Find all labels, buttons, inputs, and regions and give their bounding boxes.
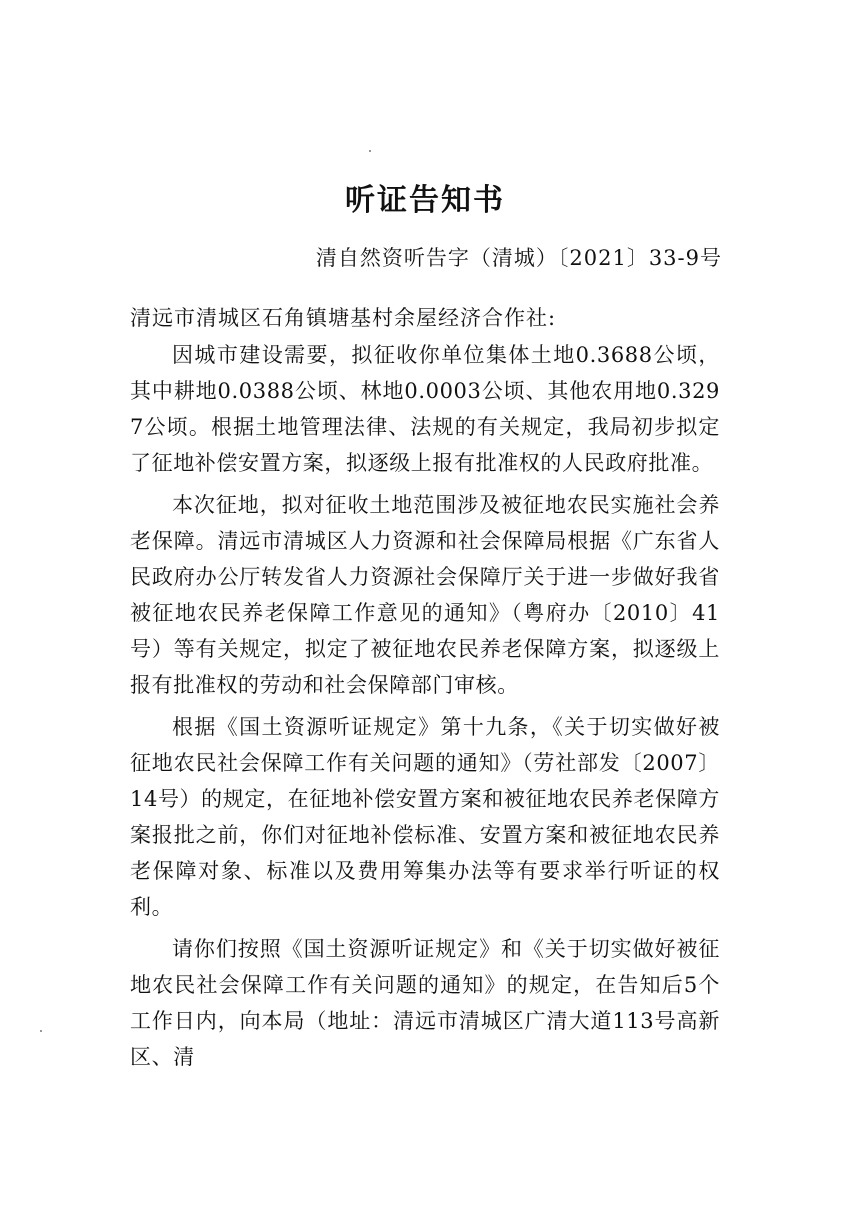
document-number: 清自然资听告字（清城）〔2021〕33-9号 bbox=[315, 246, 722, 270]
paragraph-pension-security: 本次征地，拟对征收土地范围涉及被征地农民实施社会养老保障。清远市清城区人力资源和社会保障局根据《广东省人民政府办公厅转发省人力资源社会保障厅关于进一步做好我省被征地农民养老保障工作意见的通知》（粤府办〔2010〕41号）等有关规定，拟定了被征地农民养老保障方案，拟逐级上报有批准权的劳动和社会保障部门审核。 bbox=[130, 493, 720, 697]
addressee: 清远市清城区石角镇塘基村余屋经济合作社: bbox=[130, 306, 557, 330]
paragraph-hearing-rights: 根据《国土资源听证规定》第十九条，《关于切实做好被征地农民社会保障工作有关问题的通知》（劳社部发〔2007〕14号）的规定，在征地补偿安置方案和被征地农民养老保障方案报批之前，你们对征地补偿标准、安置方案和被征地农民养老保障对象、标准以及费用筹集办法等有要求举行听证的权利。 bbox=[130, 715, 720, 919]
document-body bbox=[130, 337, 720, 1081]
paragraph-hearing-request: 请你们按照《国土资源听证规定》和《关于切实做好被征地农民社会保障工作有关问题的通知》的规定，在告知后5个工作日内，向本局（地址：清远市清城区广清大道113号高新区、清 bbox=[130, 937, 720, 1069]
scan-speck bbox=[40, 1030, 42, 1032]
paragraph-land-expropriation: 因城市建设需要，拟征收你单位集体土地0.3688公顷，其中耕地0.0388公顷、林地0.0003公顷、其他农用地0.3297公顷。根据土地管理法律、法规的有关规定，我局初步拟定了征地补偿安置方案，拟逐级上报有批准权的人民政府批准。 bbox=[130, 343, 720, 475]
document-title: 听证告知书 bbox=[345, 183, 505, 218]
scan-speck bbox=[369, 150, 371, 152]
